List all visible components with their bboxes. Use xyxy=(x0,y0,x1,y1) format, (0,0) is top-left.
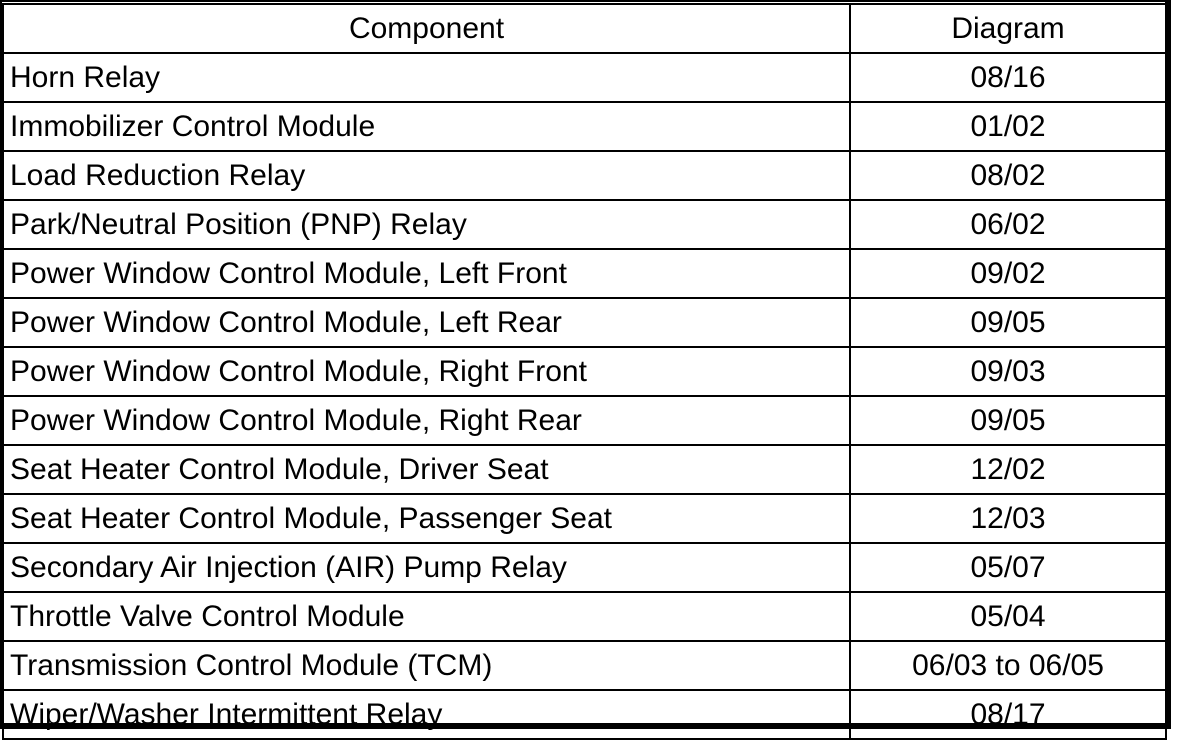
component-diagram-table xyxy=(2,3,1167,740)
diagram-cell: 09/03 xyxy=(850,347,1166,396)
diagram-cell: 01/02 xyxy=(850,102,1166,151)
diagram-cell: 05/04 xyxy=(850,592,1166,641)
diagram-cell: 12/03 xyxy=(850,494,1166,543)
component-cell: Immobilizer Control Module xyxy=(3,102,850,151)
component-cell: Power Window Control Module, Left Front xyxy=(3,249,850,298)
component-cell: Load Reduction Relay xyxy=(3,151,850,200)
table-row xyxy=(3,543,1166,592)
diagram-cell: 08/02 xyxy=(850,151,1166,200)
component-cell: Seat Heater Control Module, Driver Seat xyxy=(3,445,850,494)
table-row xyxy=(3,396,1166,445)
diagram-cell: 09/05 xyxy=(850,396,1166,445)
component-cell: Power Window Control Module, Left Rear xyxy=(3,298,850,347)
component-cell: Power Window Control Module, Right Rear xyxy=(3,396,850,445)
table-row xyxy=(3,641,1166,690)
component-cell: Seat Heater Control Module, Passenger Seat xyxy=(3,494,850,543)
table-row xyxy=(3,690,1166,739)
table-row xyxy=(3,445,1166,494)
diagram-cell: 05/07 xyxy=(850,543,1166,592)
diagram-cell: 08/17 xyxy=(850,690,1166,739)
diagram-cell: 06/03 to 06/05 xyxy=(850,641,1166,690)
header-diagram: Diagram xyxy=(850,4,1166,53)
component-cell: Transmission Control Module (TCM) xyxy=(3,641,850,690)
table-row xyxy=(3,347,1166,396)
table-row xyxy=(3,298,1166,347)
component-cell: Throttle Valve Control Module xyxy=(3,592,850,641)
diagram-cell: 12/02 xyxy=(850,445,1166,494)
table-row xyxy=(3,151,1166,200)
table-row xyxy=(3,592,1166,641)
component-cell: Park/Neutral Position (PNP) Relay xyxy=(3,200,850,249)
diagram-cell: 06/02 xyxy=(850,200,1166,249)
table-header-row xyxy=(3,4,1166,53)
component-cell: Horn Relay xyxy=(3,53,850,102)
component-cell: Wiper/Washer Intermittent Relay xyxy=(3,690,850,739)
header-component: Component xyxy=(3,4,850,53)
table-row xyxy=(3,53,1166,102)
component-cell: Secondary Air Injection (AIR) Pump Relay xyxy=(3,543,850,592)
table-row xyxy=(3,200,1166,249)
diagram-cell: 08/16 xyxy=(850,53,1166,102)
diagram-cell: 09/02 xyxy=(850,249,1166,298)
component-cell: Power Window Control Module, Right Front xyxy=(3,347,850,396)
table-row xyxy=(3,494,1166,543)
table-row xyxy=(3,102,1166,151)
diagram-cell: 09/05 xyxy=(850,298,1166,347)
table-row xyxy=(3,249,1166,298)
